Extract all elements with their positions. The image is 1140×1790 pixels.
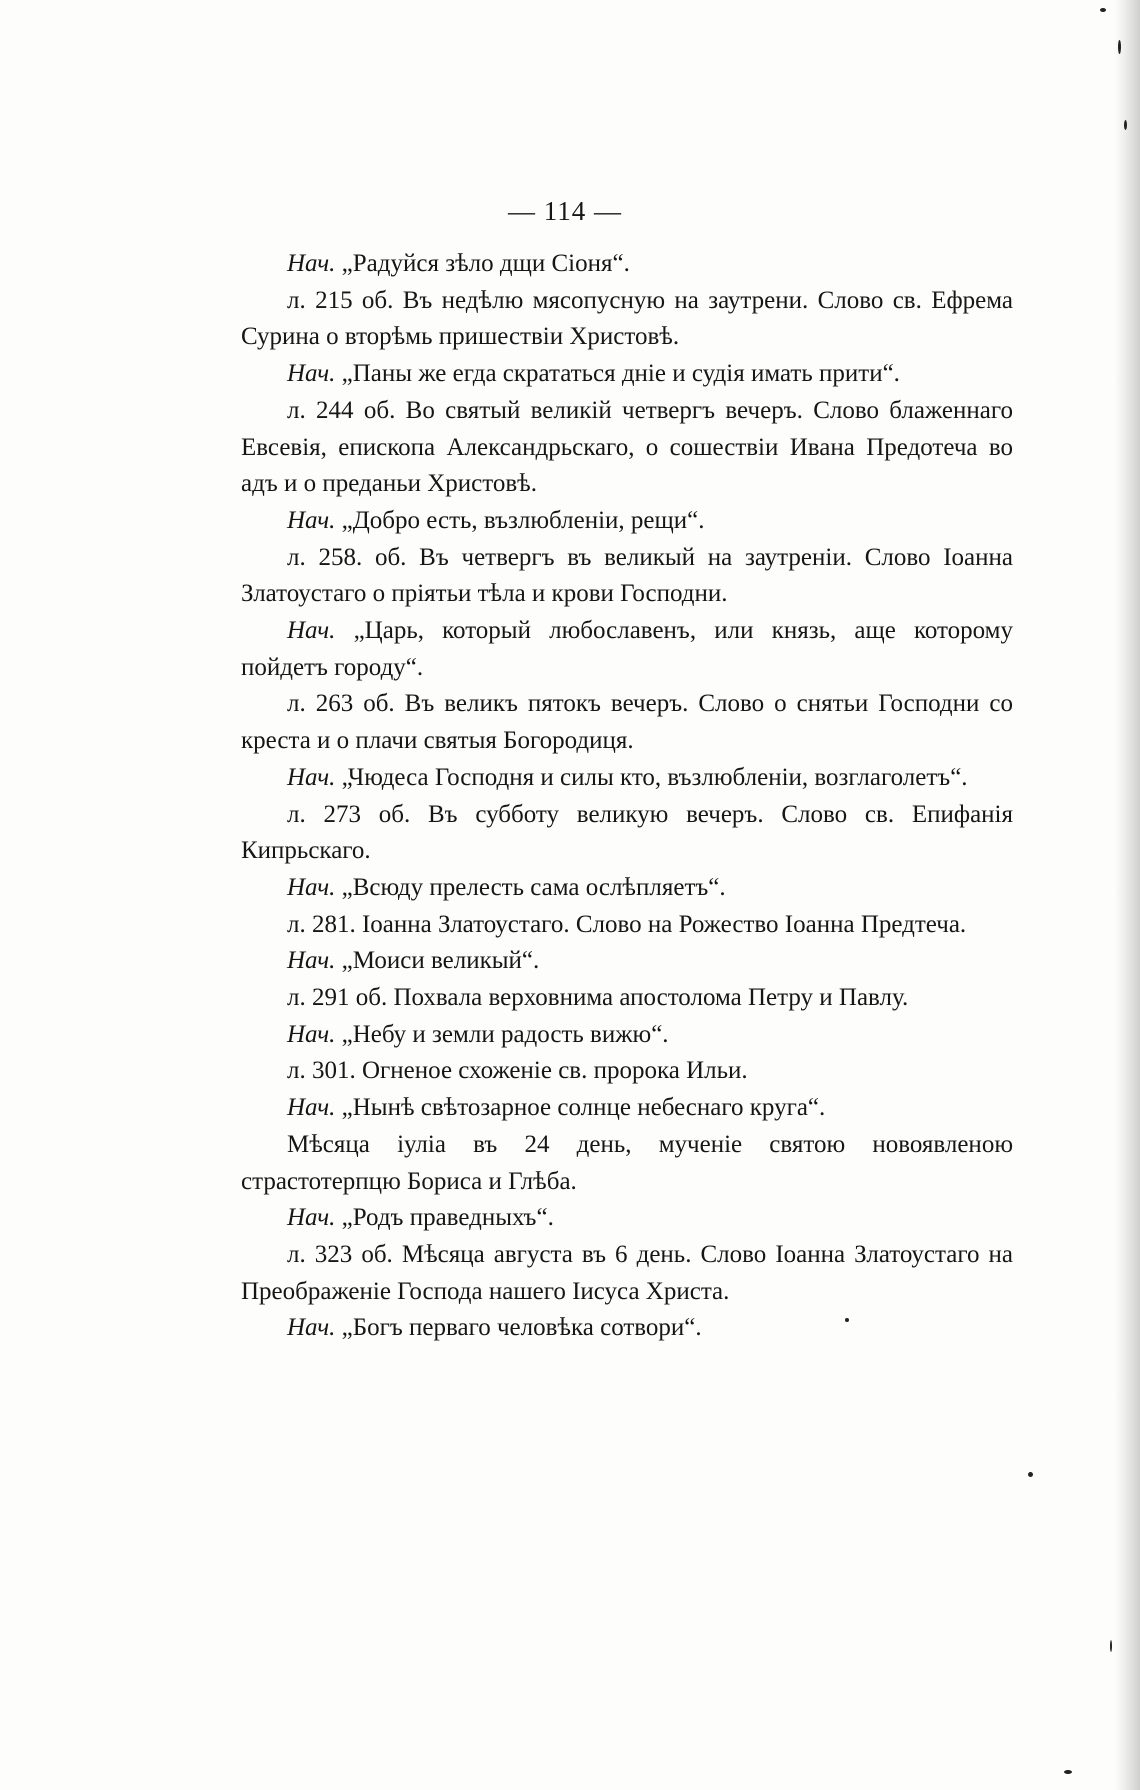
incipit-abbreviation: Нач. (287, 1094, 336, 1122)
incipit-abbreviation: Нач. (287, 617, 336, 645)
incipit-abbreviation: Нач. (287, 1314, 336, 1342)
text-paragraph (241, 1053, 1013, 1090)
paragraph-text: л. 281. Іоанна Златоустаго. Слово на Рожество Іоанна Предтеча. (287, 910, 967, 938)
text-paragraph (241, 540, 1013, 613)
text-paragraph (241, 907, 1013, 944)
incipit-abbreviation: Нач. (287, 1204, 336, 1232)
text-paragraph (241, 393, 1013, 503)
incipit-abbreviation: Нач. (287, 763, 336, 791)
incipit-abbreviation: Нач. (287, 947, 336, 975)
paragraph-text: л. 301. Огненое схоженіе св. пророка Ильи. (287, 1057, 748, 1085)
incipit-abbreviation: Нач. (287, 360, 336, 388)
paragraph-text: „Паны же егда скрататься дніе и судія имать прити“. (335, 360, 900, 388)
paragraph-text: „Богъ перваго человѣка сотвори“. (335, 1314, 702, 1342)
text-paragraph (241, 356, 1013, 393)
text-paragraph (241, 1127, 1013, 1200)
paragraph-text: „Нынѣ свѣтозарное солнце небеснаго круга“. (335, 1094, 826, 1122)
paragraph-text: „Всюду прелесть сама ослѣпляетъ“. (335, 873, 726, 901)
paragraph-text: л. 258. об. Въ четвергъ въ великый на заутреніи. Слово Іоанна Златоустаго о пріятьи тѣла и крови Господни. (241, 543, 1013, 608)
paragraph-text: „Радуйся зѣло дщи Сіоня“. (335, 250, 630, 277)
text-paragraph (241, 870, 1013, 907)
manuscript-catalog-text (241, 246, 1013, 1347)
incipit-abbreviation: Нач. (287, 506, 336, 534)
paragraph-text: Мѣсяца іуліа въ 24 день, мученіе святою новоявленою страстотерпцю Бориса и Глѣба. (241, 1130, 1013, 1195)
text-paragraph (241, 797, 1013, 870)
text-paragraph (241, 283, 1013, 356)
incipit-abbreviation: Нач. (287, 1020, 336, 1048)
paragraph-text: „Чюдеса Господня и силы кто, възлюбленіи, возглаголетъ“. (335, 763, 968, 791)
paragraph-text: „Царь, который любославенъ, или князь, аще которому пойдетъ городу“. (241, 617, 1013, 681)
page-number: — 114 — (508, 196, 622, 226)
text-paragraph (241, 1200, 1013, 1237)
text-paragraph (241, 1017, 1013, 1054)
text-paragraph (241, 760, 1013, 797)
paragraph-text: „Моиси великый“. (335, 947, 540, 975)
text-paragraph (241, 980, 1013, 1017)
incipit-abbreviation: Нач. (287, 873, 336, 901)
paragraph-text: л. 323 об. Мѣсяца августа въ 6 день. Слово Іоанна Златоустаго на Преображеніе Господа нашего Іисуса Христа. (241, 1240, 1013, 1305)
paragraph-text: л. 215 об. Въ недѣлю мясопусную на заутрени. Слово св. Ефрема Сурина о вторѣмь пришествіи Христовѣ. (241, 286, 1013, 351)
text-paragraph (241, 613, 1013, 686)
paragraph-text: „Родъ праведныхъ“. (335, 1204, 554, 1232)
paragraph-text: „Добро есть, възлюбленіи, рещи“. (335, 506, 705, 534)
paragraph-text: л. 291 об. Похвала верховнима апостолома Петру и Павлу. (287, 984, 909, 1012)
paragraph-text: л. 263 об. Въ великъ пятокъ вечеръ. Слово о снятьи Господни со креста и о плачи святыя Богородиця. (241, 690, 1013, 755)
paragraph-text: „Небу и земли радость вижю“. (335, 1020, 669, 1048)
text-paragraph (241, 503, 1013, 540)
page-edge-shadow (1114, 0, 1140, 1790)
text-paragraph (241, 686, 1013, 759)
incipit-abbreviation: Нач. (287, 250, 336, 277)
text-paragraph (241, 1090, 1013, 1127)
text-paragraph (241, 943, 1013, 980)
paragraph-text: л. 273 об. Въ субботу великую вечеръ. Слово св. Епифанія Кипрьскаго. (241, 800, 1013, 865)
text-paragraph (241, 1237, 1013, 1310)
text-paragraph (241, 246, 1013, 283)
paragraph-text: л. 244 об. Во святый великій четвергъ вечеръ. Слово блаженнаго Евсевія, епископа Александрьскаго, о сошествіи Ивана Предотеча во адъ и о преданьи Христовѣ. (241, 396, 1013, 498)
text-paragraph (241, 1310, 1013, 1347)
